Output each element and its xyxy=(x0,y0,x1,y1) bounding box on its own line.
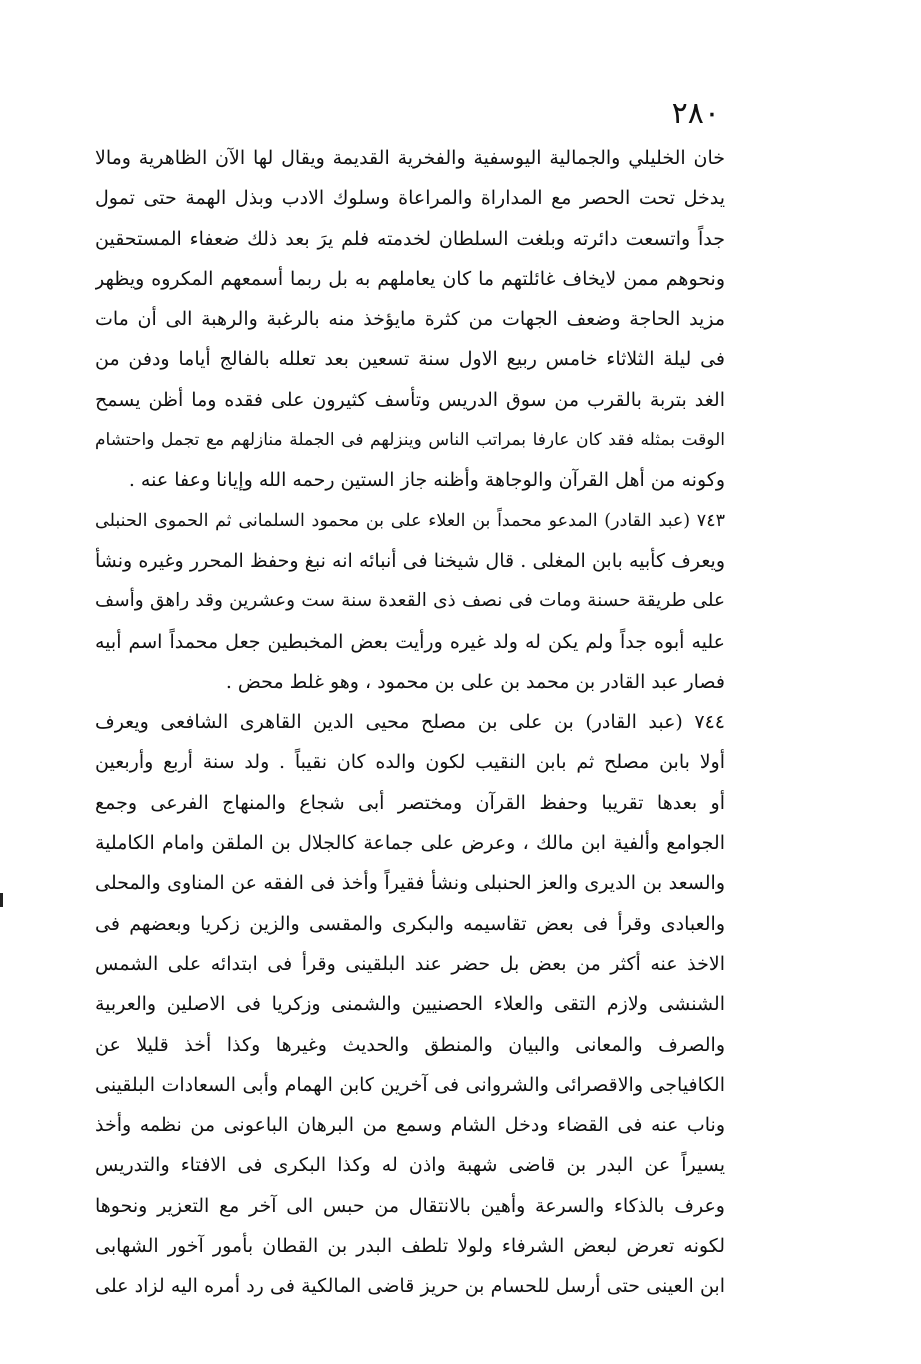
text-line: والصرف والمعانى والبيان والمنطق والحديث وغيرها وكذا أخذ قليلا عن xyxy=(95,1033,725,1056)
entry-744-heading: ٧٤٤ (عبد القادر) بن على بن مصلح محيى الدين القاهرى الشافعى ويعرف xyxy=(95,711,725,734)
text-line: والعبادى وقرأ فى بعض تقاسيمه والبكرى والمقسى والزين زكريا وبعضهم فى xyxy=(95,912,725,935)
text-line: يدخل تحت الحصر مع المداراة والمراعاة وسلوك الادب وبذل الهمة حتى تمول xyxy=(95,187,725,210)
text-line: الوقت بمثله فقد كان عارفا بمراتب الناس وينزلهم فى الجملة منازلهم مع تجمل واحتشام xyxy=(95,430,725,451)
text-line: فى ليلة الثلاثاء خامس ربيع الاول سنة تسعين بعد تعلله بالفالج أياما ودفن من xyxy=(95,348,725,371)
text-line: على طريقة حسنة ومات فى نصف ذى القعدة سنة ست وعشرين وقد راهق وأسف xyxy=(95,590,725,612)
text-line: وعرف بالذكاء والسرعة وأهين بالانتقال من حبس الى آخر مع التعزير ونحوها xyxy=(95,1194,725,1217)
text-line: ونحوهم ممن لايخاف غائلتهم ما كان يعاملهم به بل ربما أسمعهم المكروه ويظهر xyxy=(95,267,725,290)
text-line: يسيراً عن البدر بن قاضى شهبة واذن له وكذا البكرى فى الافتاء والتدريس xyxy=(95,1154,725,1177)
text-line: وكونه من أهل القرآن والوجاهة وأظنه جاز الستين رحمه الله وإيانا وعفا عنه . xyxy=(128,469,725,492)
text-line: عليه أبوه جداً ولم يكن له ولد غيره ورأيت بعض المخبطين جعل محمداً اسم أبيه xyxy=(95,630,725,653)
text-line: وناب عنه فى القضاء ودخل الشام وسمع من البرهان الباعونى من نظمه وأخذ xyxy=(95,1114,725,1137)
body-text xyxy=(95,138,725,1307)
margin-mark xyxy=(0,893,3,907)
text-line: فصار عبد القادر بن محمد بن على بن محمود ، وهو غلط محض . xyxy=(225,670,725,693)
text-line: جداً واتسعت دائرته وبلغت السلطان لخدمته فلم يرَ بعد ذلك ضعفاء المستحقين xyxy=(95,227,725,250)
text-line: أولا بابن مصلح ثم بابن النقيب لكون والده كان نقيباً . ولد سنة أربع وأربعين xyxy=(95,751,725,774)
text-line: والسعد بن الديرى والعز الحنبلى ونشأ فقيراً وأخذ فى الفقه عن المناوى والمحلى xyxy=(95,872,725,895)
text-line: مزيد الحاجة وضعف الجهات من كثرة مايؤخذ منه بالرغبة والرهبة الى أن مات xyxy=(95,308,725,331)
page-number: ٢٨٠ xyxy=(671,96,720,131)
text-line: ابن العينى حتى أرسل للحسام بن حريز قاضى المالكية فى رد أمره اليه لزاد على xyxy=(95,1275,725,1298)
text-line: الجوامع وألفية ابن مالك ، وعرض على جماعة كالجلال بن الملقن وامام الكاملية xyxy=(95,832,725,855)
text-line: خان الخليلي والجمالية اليوسفية والفخرية القديمة ويقال لها الآن الظاهرية ومالا xyxy=(95,147,725,169)
text-line: الشنشى ولازم التقى والعلاء الحصنيين والشمنى وزكريا فى الاصلين والعربية xyxy=(95,993,725,1016)
text-line: ويعرف كأبيه بابن المغلى . قال شيخنا فى أنبائه انه نبغ وحفظ المحرر وغيره ونشأ xyxy=(95,549,725,572)
text-line: أو بعدها تقريبا وحفظ القرآن ومختصر أبى شجاع والمنهاج الفرعى وجمع xyxy=(95,791,725,814)
text-line: الكافياجى والاقصرائى والشروانى فى آخرين كابن الهمام وأبى السعادات البلقينى xyxy=(95,1073,725,1096)
text-line: الاخذ عنه أكثر من بعض بل حضر عند البلقينى وقرأ فى ابتدائه على الشمس xyxy=(95,952,725,975)
text-line: لكونه تعرض لبعض الشرفاء ولولا تلطف البدر بن القطان بأمور آخور الشهابى xyxy=(95,1235,725,1258)
text-line: الغد بتربة بالقرب من سوق الدريس وتأسف كثيرون على فقده وما أظن يسمح xyxy=(95,388,725,411)
entry-743-heading: ٧٤٣ (عبد القادر) المدعو محمداً بن العلاء على بن محمود السلمانى ثم الحموى الحنبلى xyxy=(95,510,725,531)
